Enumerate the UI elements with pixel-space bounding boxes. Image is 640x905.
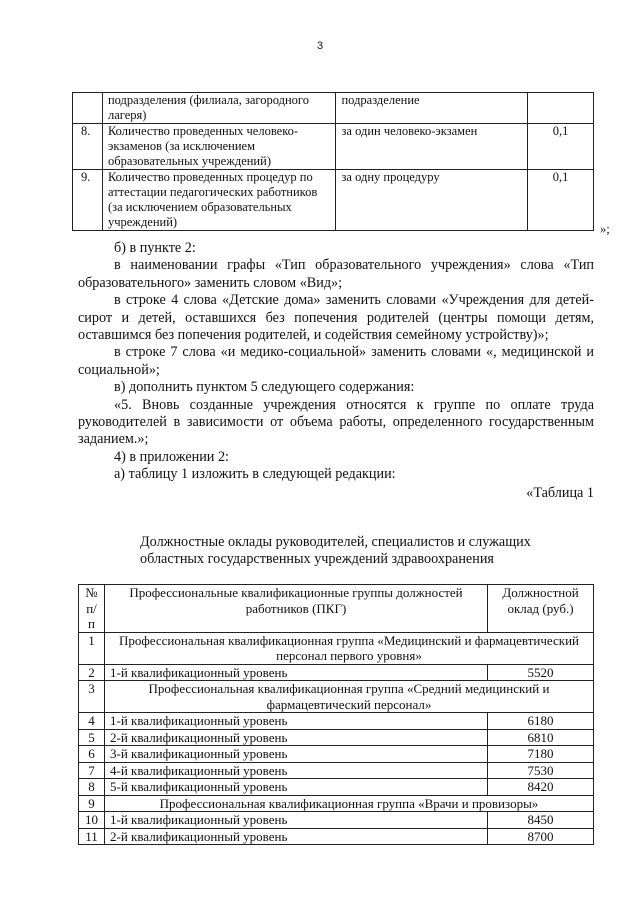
header-salary: Должностной оклад (руб.) [488,585,594,633]
table-label: «Таблица 1 [526,484,594,501]
row-number: 2 [79,664,105,681]
table-row [79,762,594,779]
table-row [79,746,594,763]
paragraph: в) дополнить пунктом 5 следующего содержания: [114,379,415,396]
row-number: 8. [73,124,103,170]
row-unit: подразделение [336,93,528,124]
row-value: 0,1 [528,170,594,231]
row-value [528,93,594,124]
row-value: 0,1 [528,124,594,170]
level-name: 5-й квалификационный уровень [104,779,487,796]
level-name: 4-й квалификационный уровень [104,762,487,779]
table-row [73,93,594,124]
level-name: 1-й квалификационный уровень [104,812,487,829]
row-number: 3 [79,681,105,713]
row-number: 4 [79,713,105,730]
paragraph: в наименовании графы «Тип образовательного учреждения» слова «Тип образовательного» заменить словом «Вид»; [78,257,594,291]
top-indicator-table [72,92,594,231]
paragraph: 4) в приложении 2: [114,448,229,465]
header-num: № п/п [79,585,105,633]
row-name: Количество проведенных процедур по аттестации педагогических работников (за исключением образовательных учреждений) [102,170,336,231]
table-caption: Должностные оклады руководителей, специалистов и служащих областных государственных учреждений здравоохранения [140,534,531,568]
level-name: 3-й квалификационный уровень [104,746,487,763]
row-unit: за один человеко-экзамен [336,124,528,170]
row-number: 5 [79,729,105,746]
paragraph: а) таблицу 1 изложить в следующей редакции: [114,466,396,483]
header-group: Профессиональные квалификационные группы должностей работников (ПКГ) [104,585,487,633]
group-title: Профессиональная квалификационная группа «Средний медицинский и фармацевтический персонал» [104,681,593,713]
group-title: Профессиональная квалификационная группа «Врачи и провизоры» [104,795,593,812]
paragraph: в строке 7 слова «и медико-социальной» заменить словами «, медицинской и социальной»; [78,344,594,378]
row-number: 8 [79,779,105,796]
table-row [73,170,594,231]
level-name: 2-й квалификационный уровень [104,729,487,746]
level-name: 2-й квалификационный уровень [104,828,487,845]
table-row [79,664,594,681]
salary-value: 6810 [488,729,594,746]
level-name: 1-й квалификационный уровень [104,664,487,681]
salary-value: 7180 [488,746,594,763]
table-header-row [79,585,594,633]
row-number: 10 [79,812,105,829]
row-number: 11 [79,828,105,845]
row-name: подразделения (филиала, загородного лагеря) [102,93,336,124]
table-row [79,779,594,796]
salary-value: 6180 [488,713,594,730]
row-number: 7 [79,762,105,779]
table-row [79,713,594,730]
salary-value: 8420 [488,779,594,796]
row-number: 6 [79,746,105,763]
group-title: Профессиональная квалификационная группа «Медицинский и фармацевтический персонал первого уровня» [104,632,593,664]
group-row [79,681,594,713]
salary-value: 8450 [488,812,594,829]
paragraph: в строке 4 слова «Детские дома» заменить словами «Учреждения для детей-сирот и детей, оставшихся без попечения родителей (центры помощи детям, оставшимся без попечения родителей, и содействия семейному устройству)»; [78,292,594,344]
row-number [73,93,103,124]
group-row [79,632,594,664]
table-row [79,828,594,845]
salary-table [78,584,594,845]
table-row [79,729,594,746]
paragraph: б) в пункте 2: [114,240,196,256]
row-number: 1 [79,632,105,664]
salary-value: 8700 [488,828,594,845]
salary-value: 7530 [488,762,594,779]
page-number: 3 [316,40,324,52]
amendment-text [78,240,594,502]
row-name: Количество проведенных человеко-экзаменов (за исключением образовательных учреждений) [102,124,336,170]
group-row [79,795,594,812]
table-closing-mark: »; [600,222,610,236]
row-unit: за одну процедуру [336,170,528,231]
row-number: 9. [73,170,103,231]
table-row [73,124,594,170]
row-number: 9 [79,795,105,812]
paragraph: «5. Вновь созданные учреждения относятся к группе по оплате труда руководителей в зависимости от объема работы, определенного государственным заданием.»; [78,396,594,448]
salary-value: 5520 [488,664,594,681]
level-name: 1-й квалификационный уровень [104,713,487,730]
table-row [79,812,594,829]
